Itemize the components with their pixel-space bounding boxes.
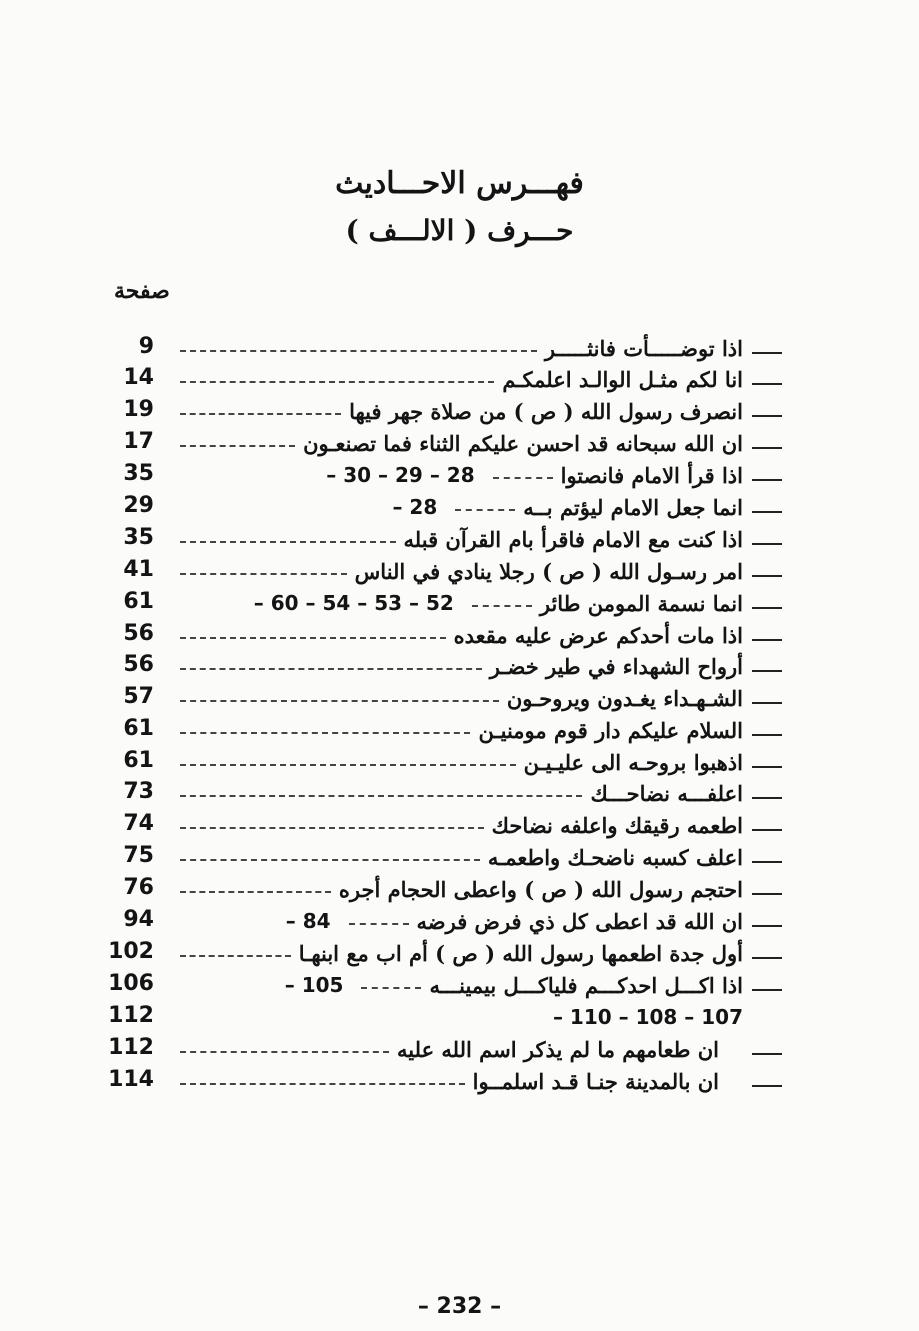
- leader-dots: [180, 1051, 389, 1053]
- entry-page-number: 94: [123, 907, 154, 932]
- leader-dots: [180, 350, 537, 352]
- entry-text: أول جدة اطعمها رسول الله ( ص ) أم اب مع ابنهـا: [298, 940, 743, 966]
- entry-page-number: 61: [123, 716, 154, 741]
- index-entry: [0, 873, 919, 905]
- entry-bullet-dash: [752, 829, 782, 831]
- entry-page-number: 57: [123, 684, 154, 709]
- entry-text: اعلفـــه نضاحـــك: [590, 780, 743, 806]
- entry-additional-pages: – 60 – 54 – 53 – 52: [253, 591, 454, 615]
- entry-text: انما جعل الامام ليؤتم بــه: [523, 494, 743, 520]
- entry-page-number: 114: [108, 1067, 154, 1092]
- entry-text: اعلف كسبه ناضحـك واطعمـه: [487, 844, 743, 870]
- page-column-header: صفحة: [114, 278, 170, 304]
- entry-text: ان الله سبحانه قد احسن عليكم الثناء فما تصنعـون: [303, 430, 743, 456]
- entry-additional-pages: – 28: [392, 495, 438, 519]
- leader-dots: [180, 827, 484, 829]
- entry-text: اذا اكـــل احدكـــم فلياكـــل بيمينـــه: [429, 972, 743, 998]
- leader-dots: [180, 637, 446, 639]
- entry-bullet-dash: [752, 415, 782, 417]
- entry-text: اطعمه رقيقك واعلفه نضاحك: [491, 812, 743, 838]
- entry-bullet-dash: [752, 447, 782, 449]
- entry-text: ان طعامهم ما لم يذكر اسم الله عليه: [397, 1036, 719, 1062]
- index-entry: [0, 555, 919, 587]
- section-heading: حـــرف ( الالـــف ): [345, 214, 574, 247]
- index-entry: [0, 650, 919, 682]
- index-entry: [0, 809, 919, 841]
- entry-bullet-dash: [752, 670, 782, 672]
- index-entry: [0, 714, 919, 746]
- entry-text: انصرف رسول الله ( ص ) من صلاة جهر فيها: [349, 398, 743, 424]
- entry-page-number: 73: [123, 779, 154, 804]
- index-title: فهـــرس الاحـــاديث: [335, 166, 584, 201]
- entry-bullet-dash: [752, 607, 782, 609]
- index-entry: [0, 363, 919, 395]
- leader-dots: [180, 859, 480, 861]
- entry-page-number: 17: [123, 429, 154, 454]
- entry-page-number: 61: [123, 589, 154, 614]
- entry-bullet-dash: [752, 352, 782, 354]
- entry-text: السلام عليكم دار قوم مومنيـن: [478, 717, 743, 743]
- index-entry: [0, 777, 919, 809]
- entry-text: اذا كنت مع الامام فاقرأ بام القرآن قبله: [403, 526, 743, 552]
- entry-page-number: 35: [123, 461, 154, 486]
- page-number: – 232 –: [417, 1294, 502, 1319]
- index-entry: [0, 1001, 919, 1033]
- entry-bullet-dash: [752, 511, 782, 513]
- entry-page-number: 41: [123, 557, 154, 582]
- entry-bullet-dash: [752, 639, 782, 641]
- leader-dots: [180, 573, 347, 575]
- leader-dots: [180, 381, 494, 383]
- index-entry: [0, 937, 919, 969]
- entry-text: اذا مات أحدكم عرض عليه مقعده: [453, 622, 743, 648]
- entry-page-number: 76: [123, 875, 154, 900]
- entry-page-number: 75: [123, 843, 154, 868]
- leader-dots: [180, 732, 470, 734]
- entry-text: ان الله قد اعطى كل ذي فرض فرضه: [416, 908, 743, 934]
- entry-page-number: 102: [108, 939, 154, 964]
- leader-dots: [361, 987, 421, 989]
- entry-bullet-dash: [752, 734, 782, 736]
- index-entry: [0, 427, 919, 459]
- entry-page-number: 74: [123, 811, 154, 836]
- entry-text: انما نسمة المومن طائر: [539, 590, 743, 616]
- entry-additional-pages: – 84: [285, 909, 331, 933]
- entry-page-number: 112: [108, 1003, 154, 1028]
- entry-page-number: 14: [123, 365, 154, 390]
- entry-bullet-dash: [752, 543, 782, 545]
- entry-additional-pages: – 30 – 29 – 28: [326, 463, 475, 487]
- leader-dots: [180, 955, 291, 957]
- entry-additional-pages: – 105: [284, 973, 344, 997]
- entry-bullet-dash: [752, 989, 782, 991]
- index-entry: [0, 905, 919, 937]
- entry-text: اذا قرأ الامام فانصتوا: [560, 462, 743, 488]
- entry-bullet-dash: [752, 797, 782, 799]
- leader-dots: [180, 1083, 465, 1085]
- entry-text: الشـهـداء يغـدون ويروحـون: [506, 685, 743, 711]
- index-entry: [0, 491, 919, 523]
- index-entry: [0, 459, 919, 491]
- entry-bullet-dash: [752, 925, 782, 927]
- leader-dots: [180, 795, 582, 797]
- entry-text: ان بالمدينة جنـا قـد اسلمــوا: [472, 1068, 719, 1094]
- leader-dots: [180, 541, 396, 543]
- entry-additional-pages: – 110 – 108 – 107: [552, 1005, 743, 1029]
- entry-bullet-dash: [752, 861, 782, 863]
- index-entry: [0, 1065, 919, 1097]
- leader-dots: [180, 413, 341, 415]
- leader-dots: [180, 891, 331, 893]
- entry-bullet-dash: [752, 1085, 782, 1087]
- leader-dots: [180, 445, 295, 447]
- leader-dots: [455, 509, 515, 511]
- index-entry: [0, 841, 919, 873]
- entry-bullet-dash: [752, 383, 782, 385]
- entry-bullet-dash: [752, 766, 782, 768]
- index-entry: [0, 587, 919, 619]
- entry-page-number: 56: [123, 652, 154, 677]
- leader-dots: [180, 700, 499, 702]
- entry-text: احتجم رسول الله ( ص ) واعطى الحجام أجره: [338, 876, 743, 902]
- entry-text: أرواح الشهداء في طير خضـر: [489, 653, 743, 679]
- leader-dots: [493, 477, 553, 479]
- entry-bullet-dash: [752, 957, 782, 959]
- entry-page-number: 9: [138, 334, 154, 359]
- leader-dots: [349, 923, 409, 925]
- entry-page-number: 35: [123, 525, 154, 550]
- entry-page-number: 106: [108, 971, 154, 996]
- index-entry: [0, 395, 919, 427]
- index-entry: [0, 523, 919, 555]
- index-entry: [0, 332, 919, 364]
- entry-text: امر رسـول الله ( ص ) رجلا ينادي في الناس: [354, 558, 743, 584]
- index-entry: [0, 1033, 919, 1065]
- entry-bullet-dash: [752, 1053, 782, 1055]
- index-entry: [0, 682, 919, 714]
- entry-text: اذهبوا بروحـه الى عليـيـن: [523, 749, 743, 775]
- entry-bullet-dash: [752, 893, 782, 895]
- index-entry: [0, 746, 919, 778]
- entry-page-number: 29: [123, 493, 154, 518]
- entry-page-number: 61: [123, 748, 154, 773]
- entry-bullet-dash: [752, 479, 782, 481]
- leader-dots: [180, 764, 516, 766]
- leader-dots: [180, 668, 482, 670]
- entry-text: اذا توضـــــأت فانثـــــر: [544, 335, 743, 361]
- index-entry: [0, 619, 919, 651]
- entry-page-number: 19: [123, 397, 154, 422]
- index-entry: [0, 969, 919, 1001]
- leader-dots: [472, 605, 532, 607]
- entry-page-number: 112: [108, 1035, 154, 1060]
- entry-bullet-dash: [752, 575, 782, 577]
- entry-text: انا لكم مثـل الوالـد اعلمكـم: [502, 366, 743, 392]
- entry-bullet-dash: [752, 702, 782, 704]
- entry-page-number: 56: [123, 621, 154, 646]
